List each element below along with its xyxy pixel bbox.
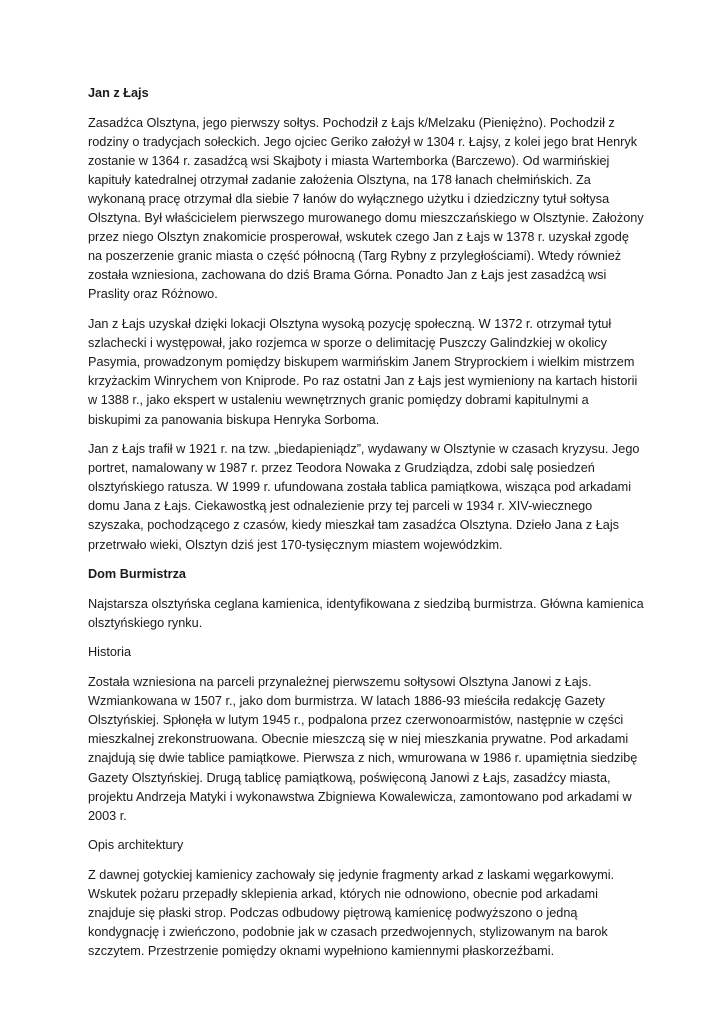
- paragraph-historia: Została wzniesiona na parceli przynależnej pierwszemu sołtysowi Olsztyna Janowi z Łajs. Wzmiankowana w 1507 r., jako dom burmistrza. W latach 1886-93 mieściła redakcję Gazety Olsztyńskiej. Spłonęła w lutym 1945 r., podpalona przez czerwonoarmistów, następnie w części mieszkalnej zrekonstruowana. Obecnie mieszczą się w niej mieszkania prywatne. Pod arkadami znajdują się dwie tablice pamiątkowe. Pierwsza z nich, wmurowana w 1986 r. upamiętnia siedzibę Gazety Olsztyńskiej. Drugą tablicę pamiątkową, poświęconą Janowi z Łajs, zasadźcy miasta, projektu Andrzeja Matyki i wykonawstwa Zbigniewa Kowalewicza, zamontowano pod arkadami w 2003 r.: [88, 675, 638, 823]
- heading-jan-z-lajs: Jan z Łajs: [88, 86, 149, 100]
- heading-dom-burmistrza: Dom Burmistrza: [88, 567, 186, 582]
- paragraph-jan-legacy: Jan z Łajs trafił w 1921 r. na tzw. „biedapieniądz”, wydawany w Olsztynie w czasach kryzysu. Jego portret, namalowany w 1987 r. przez Teodora Nowaka z Grudziądza, zdobi salę posiedzeń olsztyńskiego ratusza. W 1999 r. ufundowana została tablica pamiątkowa, wisząca pod arkadami domu Jana z Łajs. Ciekawostką jest odnalezienie przy tej parceli w 1934 r. XIV-wiecznego szyszaka, pochodzącego z czasów, kiedy mieszkał tam zasadźca Olsztyna. Dzieło Jana z Łajs przetrwało wieki, Olsztyn dziś jest 170-tysięcznym miastem wojewódzkim.: [88, 442, 640, 552]
- document-page: [88, 84, 644, 972]
- subheading-historia: Historia: [88, 645, 132, 660]
- paragraph-jan-intro: Zasadźca Olsztyna, jego pierwszy sołtys. Pochodził z Łajs k/Melzaku (Pieniężno). Pochodził z rodziny o tradycjach sołeckich. Jego ojciec Geriko założył w 1304 r. Łajsy, z kolei jego brat Henryk zostanie w 1364 r. zasadźcą wsi Skajboty i miasta Wartemborka (Barczewo). Od warmińskiej kapituły katedralnej otrzymał zadanie założenia Olsztyna, na 178 łanach chełmińskich. Za wykonaną pracę otrzymał dla siebie 7 łanów do wyłącznego użytku i dziedziczny tytuł sołtysa Olsztyna. Był właścicielem pierwszego murowanego domu mieszczańskiego w Olsztynie. Założony przez niego Olsztyn znakomicie prosperował, wskutek czego Jan z Łajs w 1378 r. uzyskał zgodę na poszerzenie granic miasta o część północną (Targ Rybny z przyległościami). Wtedy również została wzniesiona, zachowana do dziś Brama Górna. Ponadto Jan z Łajs jest zasadźcą wsi Praslity oraz Różnowo.: [88, 115, 644, 302]
- paragraph-dom-intro: Najstarsza olsztyńska ceglana kamienica, identyfikowana z siedzibą burmistrza. Główna kamienica olsztyńskiego rynku.: [88, 596, 644, 630]
- paragraph-opis-architektury: Z dawnej gotyckiej kamienicy zachowały się jedynie fragmenty arkad z laskami węgarkowymi. Wskutek pożaru przepadły sklepienia arkad, których nie odnowiono, obecnie pod arkadami znajduje się płaski strop. Podczas odbudowy piętrową kamienicę podwyższono o jedną kondygnację i zwieńczono, podobnie jak w czasach przedwojennych, stylizowanym na barok szczytem. Przestrzenie pomiędzy oknami wypełniono kamiennymi płaskorzeźbami.: [88, 867, 615, 959]
- subheading-opis-architektury: Opis architektury: [88, 838, 184, 853]
- paragraph-jan-status: Jan z Łajs uzyskał dzięki lokacji Olsztyna wysoką pozycję społeczną. W 1372 r. otrzymał tytuł szlachecki i występował, jako rozjemca w sporze o delimitację Puszczy Galindzkiej w okolicy Pasymia, prowadzonym pomiędzy biskupem warmińskim Janem Stryprockiem i wielkim mistrzem krzyżackim Winrychem von Kniprode. Po raz ostatni Jan z Łajs jest wymieniony na kartach historii w 1388 r., jako ekspert w ustaleniu wewnętrznych granic pomiędzy dobrami kapitulnymi a biskupimi za panowania biskupa Henryka Sorboma.: [88, 317, 638, 427]
